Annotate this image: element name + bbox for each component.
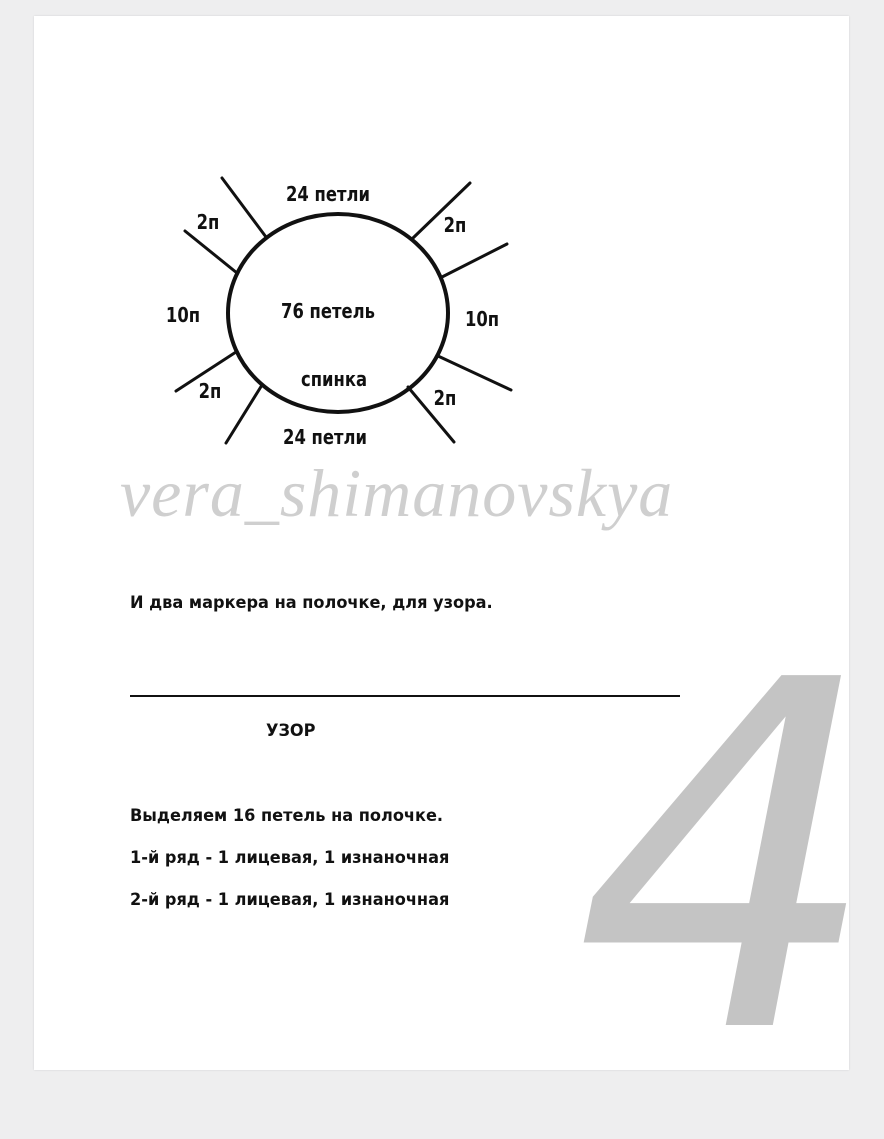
label-right-side: 10п [464, 308, 500, 332]
label-bottom-left: 2п [198, 380, 222, 404]
author-watermark: vera_shimanovskya [120, 455, 674, 531]
row-2-instruction: 2-й ряд - 1 лицевая, 1 изнаночная [130, 890, 450, 910]
raglan-line-top-left-2 [185, 231, 237, 273]
label-back: спинка [301, 368, 367, 392]
label-bottom-right: 2п [433, 387, 457, 411]
label-top-right: 2п [443, 214, 467, 238]
raglan-line-top-right-2 [442, 244, 507, 277]
label-left-side: 10п [165, 304, 201, 328]
page-number: 4 [575, 580, 881, 1139]
raglan-line-bottom-right-1 [438, 356, 511, 390]
label-top-left: 2п [196, 211, 220, 235]
instruction-line: Выделяем 16 петель на полочке. [130, 806, 444, 826]
markers-note: И два маркера на полочке, для узора. [130, 593, 493, 613]
section-title: УЗОР [266, 721, 316, 741]
raglan-line-bottom-left-2 [226, 385, 262, 443]
divider-line [130, 695, 680, 697]
label-center: 76 петель [281, 300, 375, 324]
label-top: 24 петли [286, 183, 370, 207]
raglan-line-top-left-1 [222, 178, 266, 237]
row-1-instruction: 1-й ряд - 1 лицевая, 1 изнаночная [130, 848, 450, 868]
label-bottom: 24 петли [283, 426, 367, 450]
